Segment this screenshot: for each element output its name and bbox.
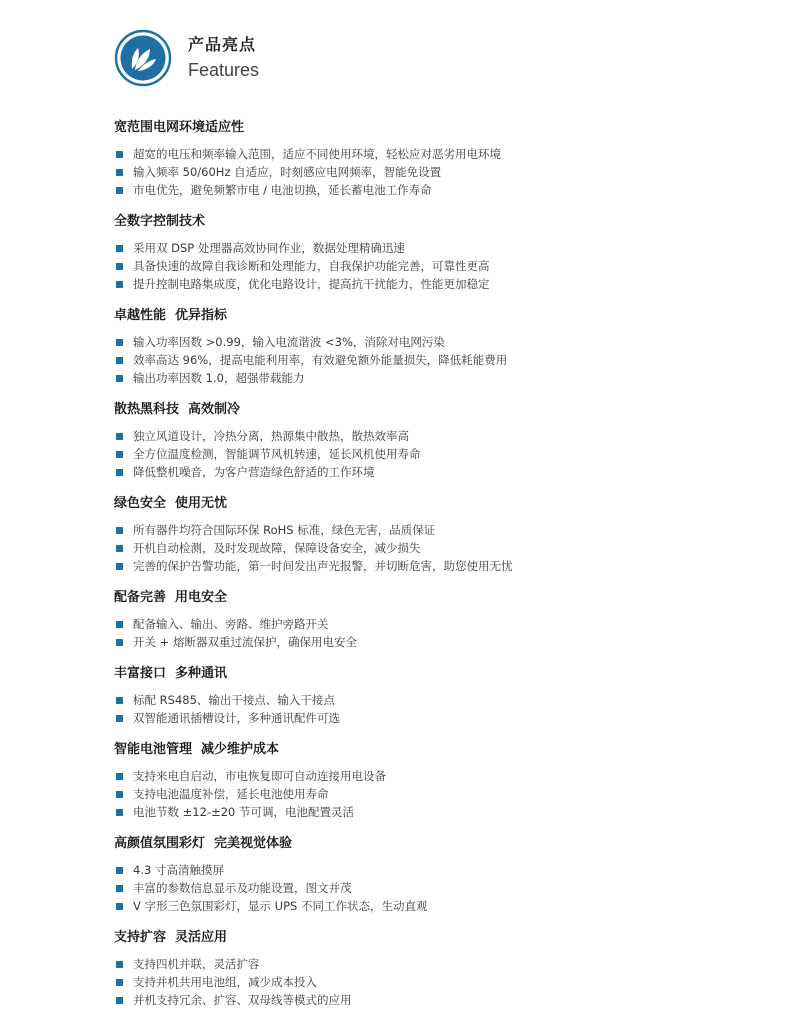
square-bullet-icon: [116, 527, 123, 534]
square-bullet-icon: [116, 639, 123, 646]
feature-section: [114, 212, 714, 293]
list-item-text: 降低整机噪音，为客户营造绿色舒适的工作环境: [133, 465, 375, 479]
page-subtitle: Features: [188, 60, 260, 80]
square-bullet-icon: [116, 187, 123, 194]
list-item-text: 完善的保护告警功能，第一时间发出声光报警，并切断危害，助您使用无忧: [133, 559, 513, 573]
list-item: [114, 897, 714, 915]
square-bullet-icon: [116, 903, 123, 910]
list-item: [114, 145, 714, 163]
list-item-text: 提升控制电路集成度，优化电路设计，提高抗干扰能力，性能更加稳定: [133, 277, 490, 291]
square-bullet-icon: [116, 433, 123, 440]
list-item-text: 输入功率因数 >0.99，输入电流谐波 <3%，消除对电网污染: [133, 335, 445, 349]
square-bullet-icon: [116, 621, 123, 628]
square-bullet-icon: [116, 979, 123, 986]
section-title: 绿色安全 使用无忧: [114, 496, 228, 511]
list-item: [114, 785, 714, 803]
square-bullet-icon: [116, 791, 123, 798]
leaf-circle-icon: [114, 29, 172, 87]
section-title: 配备完善 用电安全: [114, 590, 228, 605]
square-bullet-icon: [116, 809, 123, 816]
list-item-text: 输入频率 50/60Hz 自适应，时刻感应电网频率，智能免设置: [133, 165, 442, 179]
list-item: [114, 803, 714, 821]
list-item: [114, 351, 714, 369]
list-item-text: 采用双 DSP 处理器高效协同作业，数据处理精确迅速: [133, 241, 405, 255]
list-item: [114, 369, 714, 387]
section-title: 全数字控制技术: [114, 214, 206, 229]
list-item: [114, 539, 714, 557]
list-item-text: 输出功率因数 1.0，超强带载能力: [133, 371, 305, 385]
list-item-text: 配备输入、输出、旁路、维护旁路开关: [133, 617, 329, 631]
list-item: [114, 445, 714, 463]
list-item: [114, 973, 714, 991]
list-item-text: 超宽的电压和频率输入范围，适应不同使用环境，轻松应对恶劣用电环境: [133, 147, 501, 161]
list-item-text: 开机自动检测，及时发现故障，保障设备安全，减少损失: [133, 541, 421, 555]
list-item: [114, 861, 714, 879]
section-title: 丰富接口 多种通讯: [114, 666, 228, 681]
list-item-text: 效率高达 96%，提高电能利用率，有效避免额外能量损失，降低耗能费用: [133, 353, 508, 367]
feature-section: [114, 664, 714, 727]
square-bullet-icon: [116, 997, 123, 1004]
list-item: [114, 767, 714, 785]
page-title: 产品亮点: [188, 35, 257, 54]
section-title: 支持扩容 灵活应用: [114, 930, 228, 945]
list-item: [114, 557, 714, 575]
square-bullet-icon: [116, 715, 123, 722]
section-title: 高颜值氛围彩灯 完美视觉体验: [114, 836, 293, 851]
square-bullet-icon: [116, 245, 123, 252]
list-item: [114, 709, 714, 727]
list-item-text: 标配 RS485、输出干接点、输入干接点: [133, 693, 335, 707]
square-bullet-icon: [116, 339, 123, 346]
list-item: [114, 163, 714, 181]
list-item-text: 电池节数 ±12-±20 节可调，电池配置灵活: [133, 805, 354, 819]
square-bullet-icon: [116, 281, 123, 288]
list-item-text: 双智能通讯插槽设计，多种通讯配件可选: [133, 711, 340, 725]
list-item: [114, 633, 714, 651]
features-header: [114, 26, 259, 90]
list-item: [114, 879, 714, 897]
square-bullet-icon: [116, 697, 123, 704]
list-item-text: 并机支持冗余、扩容、双母线等模式的应用: [133, 993, 352, 1007]
list-item: [114, 955, 714, 973]
square-bullet-icon: [116, 563, 123, 570]
square-bullet-icon: [116, 375, 123, 382]
list-item: [114, 991, 714, 1009]
list-item-text: 支持并机共用电池组，减少成本投入: [133, 975, 317, 989]
square-bullet-icon: [116, 867, 123, 874]
list-item-text: V 字形三色氛围彩灯，显示 UPS 不同工作状态，生动直观: [133, 899, 428, 913]
feature-section: [114, 834, 714, 915]
feature-section: [114, 306, 714, 387]
list-item-text: 独立风道设计，冷热分离，热源集中散热，散热效率高: [133, 429, 409, 443]
list-item-text: 4.3 寸高清触摸屏: [133, 863, 224, 877]
list-item: [114, 463, 714, 481]
feature-section: [114, 494, 714, 575]
section-title: 宽范围电网环境适应性: [114, 120, 245, 135]
list-item: [114, 333, 714, 351]
feature-section: [114, 400, 714, 481]
list-item-text: 支持四机并联，灵活扩容: [133, 957, 260, 971]
square-bullet-icon: [116, 169, 123, 176]
square-bullet-icon: [116, 469, 123, 476]
list-item: [114, 615, 714, 633]
list-item: [114, 275, 714, 293]
feature-section: [114, 928, 714, 1009]
section-title: 卓越性能 优异指标: [114, 308, 228, 323]
list-item: [114, 691, 714, 709]
list-item: [114, 427, 714, 445]
list-item-text: 支持来电自启动，市电恢复即可自动连接用电设备: [133, 769, 386, 783]
list-item: [114, 257, 714, 275]
square-bullet-icon: [116, 263, 123, 270]
section-title: 散热黑科技 高效制冷: [114, 402, 241, 417]
list-item-text: 所有器件均符合国际环保 RoHS 标准，绿色无害，品质保证: [133, 523, 436, 537]
features-list: [114, 118, 714, 1022]
square-bullet-icon: [116, 773, 123, 780]
square-bullet-icon: [116, 961, 123, 968]
square-bullet-icon: [116, 151, 123, 158]
list-item-text: 具备快速的故障自我诊断和处理能力，自我保护功能完善，可靠性更高: [133, 259, 490, 273]
list-item-text: 支持电池温度补偿，延长电池使用寿命: [133, 787, 329, 801]
list-item-text: 市电优先，避免频繁市电 / 电池切换，延长蓄电池工作寿命: [133, 183, 432, 197]
list-item-text: 丰富的参数信息显示及功能设置，图文并茂: [133, 881, 352, 895]
section-title: 智能电池管理 减少维护成本: [114, 742, 280, 757]
feature-section: [114, 588, 714, 651]
list-item: [114, 239, 714, 257]
feature-section: [114, 118, 714, 199]
square-bullet-icon: [116, 545, 123, 552]
list-item: [114, 181, 714, 199]
list-item: [114, 521, 714, 539]
feature-section: [114, 740, 714, 821]
square-bullet-icon: [116, 885, 123, 892]
list-item-text: 全方位温度检测，智能调节风机转速，延长风机使用寿命: [133, 447, 421, 461]
square-bullet-icon: [116, 451, 123, 458]
square-bullet-icon: [116, 357, 123, 364]
list-item-text: 开关 + 熔断器双重过流保护，确保用电安全: [133, 635, 357, 649]
